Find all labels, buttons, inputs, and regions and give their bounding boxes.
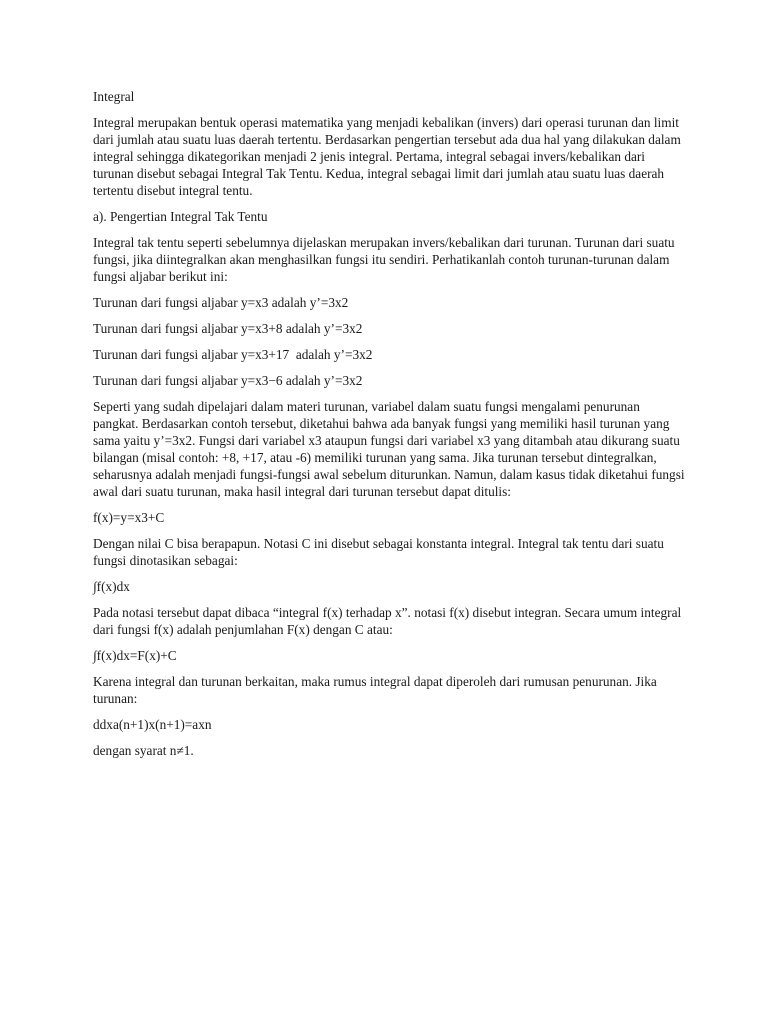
document-title: Integral xyxy=(93,89,135,104)
derivative-example-4: Turunan dari fungsi aljabar y=x3−6 adalah y’=3x2 xyxy=(93,373,363,388)
body-paragraph: Integral tak tentu seperti sebelumnya dijelaskan merupakan invers/kebalikan dari turunan. Turunan dari suatu fungsi, jika diintegralkan akan menghasilkan fungsi itu sendiri. Perhatikanlah contoh turunan-turunan dalam fungsi aljabar berikut ini: xyxy=(93,235,678,284)
formula: ∫f(x)dx=F(x)+C xyxy=(93,648,177,663)
derivative-example-1: Turunan dari fungsi aljabar y=x3 adalah y’=3x2 xyxy=(93,295,349,310)
derivative-example-2: Turunan dari fungsi aljabar y=x3+8 adalah y’=3x2 xyxy=(93,321,363,336)
body-paragraph: dengan syarat n≠1. xyxy=(93,743,194,758)
body-paragraph: Seperti yang sudah dipelajari dalam materi turunan, variabel dalam suatu fungsi mengalami penurunan pangkat. Berdasarkan contoh tersebut, diketahui bahwa ada banyak fungsi yang memiliki hasil turunan yang sama yaitu y’=3x2. Fungsi dari variabel x3 ataupun fungsi dari variabel x3 yang ditambah atau dikurang suatu bilangan (misal contoh: +8, +17, atau -6) memiliki turunan yang sama. Jika turunan tersebut dintegralkan, seharusnya adalah menjadi fungsi-fungsi awal sebelum diturunkan. Namun, dalam kasus tidak diketahui fungsi awal dari suatu turunan, maka hasil integral dari turunan tersebut dapat ditulis: xyxy=(93,399,688,499)
document-body xyxy=(93,88,688,768)
formula: f(x)=y=x3+C xyxy=(93,510,165,525)
body-paragraph: Pada notasi tersebut dapat dibaca “integral f(x) terhadap x”. notasi f(x) disebut integran. Secara umum integral dari fungsi f(x) adalah penjumlahan F(x) dengan C atau: xyxy=(93,605,685,637)
derivative-example-3: Turunan dari fungsi aljabar y=x3+17 adalah y’=3x2 xyxy=(93,347,373,362)
formula: ddxa(n+1)x(n+1)=axn xyxy=(93,717,212,732)
formula: ∫f(x)dx xyxy=(93,579,130,594)
section-heading: a). Pengertian Integral Tak Tentu xyxy=(93,209,268,224)
body-paragraph: Karena integral dan turunan berkaitan, maka rumus integral dapat diperoleh dari rumusan penurunan. Jika turunan: xyxy=(93,674,661,706)
body-paragraph: Dengan nilai C bisa berapapun. Notasi C ini disebut sebagai konstanta integral. Integral tak tentu dari suatu fungsi dinotasikan sebagai: xyxy=(93,536,668,568)
intro-paragraph: Integral merupakan bentuk operasi matematika yang menjadi kebalikan (invers) dari operasi turunan dan limit dari jumlah atau suatu luas daerah tertentu. Berdasarkan pengertian tersebut ada dua hal yang dilakukan dalam integral sehingga dikategorikan menjadi 2 jenis integral. Pertama, integral sebagai invers/kebalikan dari turunan disebut sebagai Integral Tak Tentu. Kedua, integral sebagai limit dari jumlah atau suatu luas daerah tertentu disebut integral tentu. xyxy=(93,115,685,198)
